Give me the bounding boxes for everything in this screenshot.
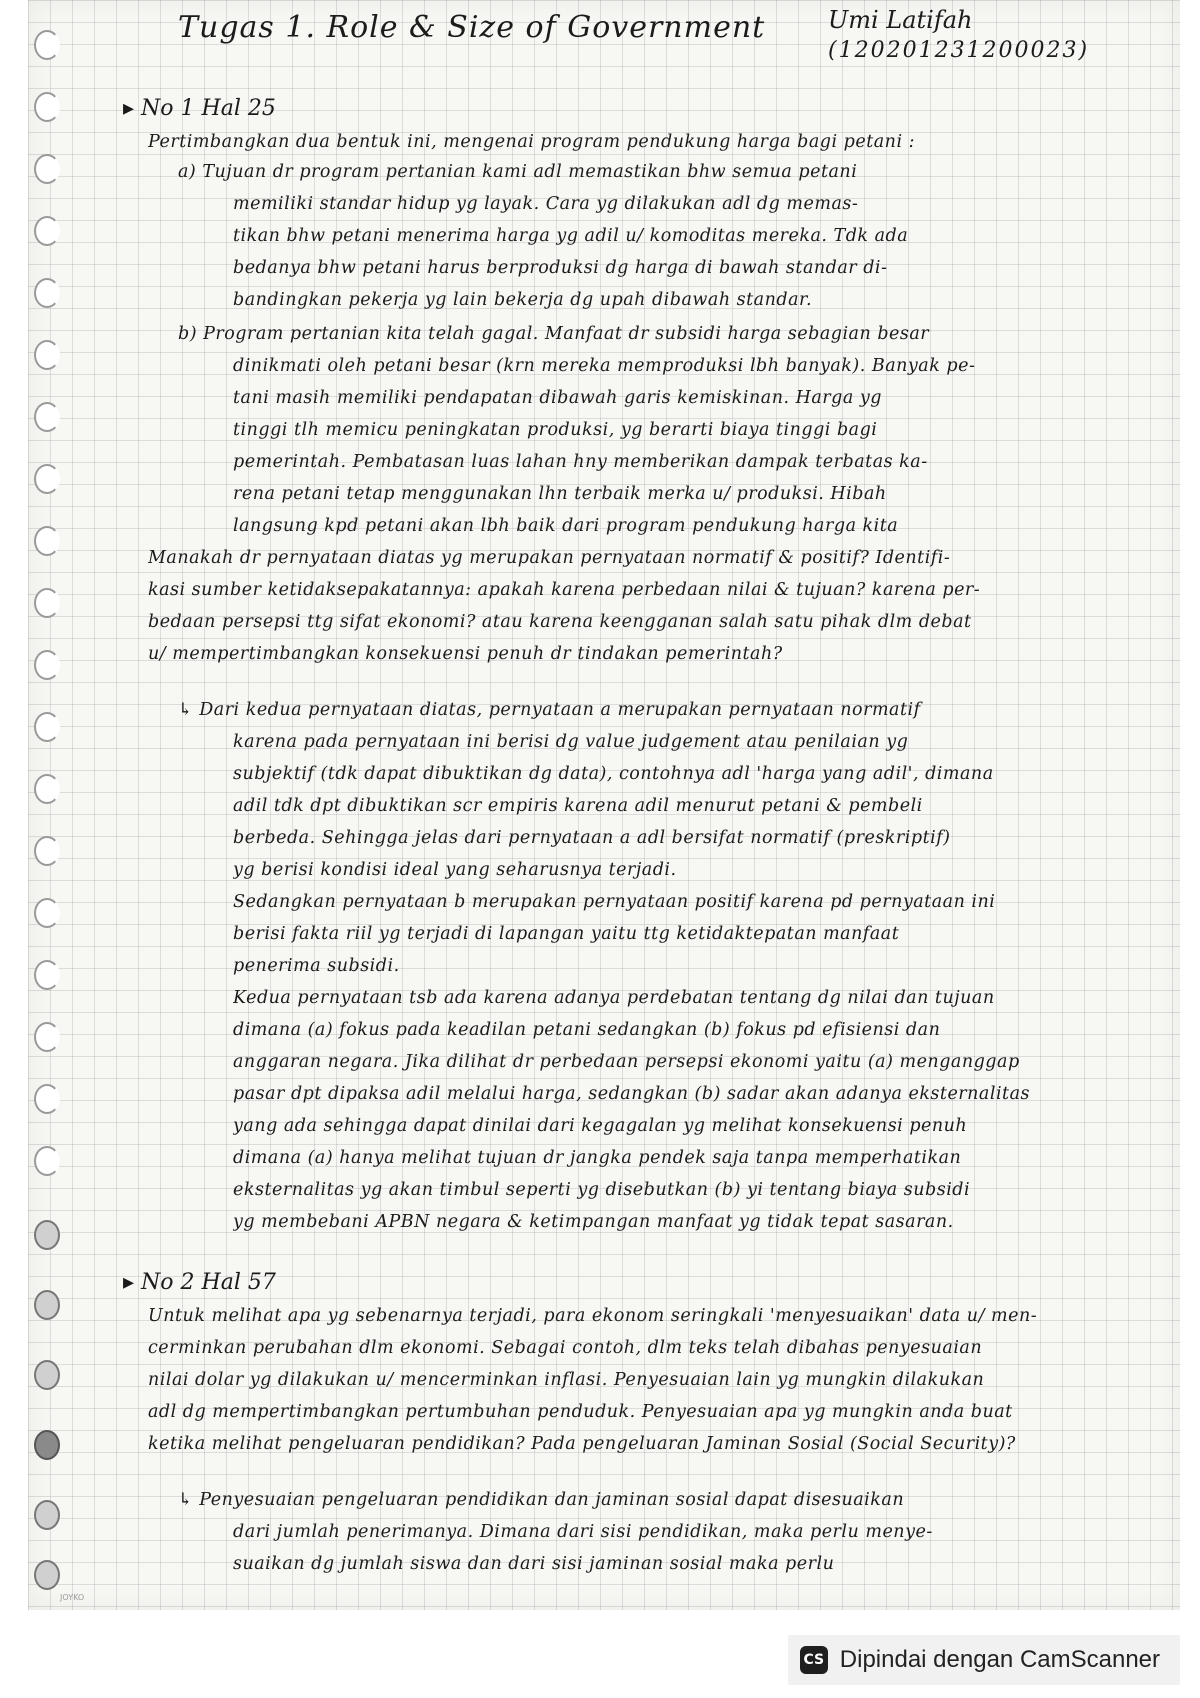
binder-hole — [34, 526, 60, 556]
answer-line: dimana (a) fokus pada keadilan petani sedangkan (b) fokus pd efisiensi dan — [233, 1020, 941, 1040]
part-b-line: tinggi tlh memicu peningkatan produksi, yg berarti biaya tinggi bagi — [233, 420, 878, 440]
binder-hole — [34, 1220, 60, 1250]
section-2-heading: ▸ No 2 Hal 57 — [123, 1270, 276, 1295]
answer-line: ↳ Dari kedua pernyataan diatas, pernyataan a merupakan pernyataan normatif — [178, 700, 921, 720]
question-line: u/ mempertimbangkan konsekuensi penuh dr tindakan pemerintah? — [148, 644, 783, 664]
question-line: kasi sumber ketidaksepakatannya: apakah karena perbedaan nilai & tujuan? karena per- — [148, 580, 981, 600]
part-a-line: bedanya bhw petani harus berproduksi dg harga di bawah standar di- — [233, 258, 888, 278]
binder-hole — [34, 588, 60, 618]
part-b-line: pemerintah. Pembatasan luas lahan hny memberikan dampak terbatas ka- — [233, 452, 928, 472]
part-b-line: tani masih memiliki pendapatan dibawah garis kemiskinan. Harga yg — [233, 388, 882, 408]
part-b-line: langsung kpd petani akan lbh baik dari program pendukung harga kita — [233, 516, 899, 536]
question-line: ketika melihat pengeluaran pendidikan? Pada pengeluaran Jaminan Sosial (Social Security)? — [148, 1434, 1016, 1454]
part-a-line: memiliki standar hidup yg layak. Cara yg dilakukan adl dg memas- — [233, 194, 859, 214]
answer-line: yg berisi kondisi ideal yang seharusnya terjadi. — [233, 860, 677, 880]
question-line: Manakah dr pernyataan diatas yg merupakan pernyataan normatif & positif? Identifi- — [148, 548, 951, 568]
binder-hole — [34, 216, 60, 246]
answer-line: berisi fakta riil yg terjadi di lapangan yaitu ttg ketidaktepatan manfaat — [233, 924, 900, 944]
answer-line: ↳ Penyesuaian pengeluaran pendidikan dan jaminan sosial dapat disesuaikan — [178, 1490, 905, 1510]
question-line: cerminkan perubahan dlm ekonomi. Sebagai contoh, dlm teks telah dibahas penyesuaian — [148, 1338, 983, 1358]
section-1-heading: ▸ No 1 Hal 25 — [123, 96, 276, 121]
binder-hole — [34, 340, 60, 370]
answer-line: berbeda. Sehingga jelas dari pernyataan a adl bersifat normatif (preskriptif) — [233, 828, 951, 848]
binder-hole — [34, 1146, 60, 1176]
scanner-watermark — [788, 1635, 1180, 1685]
binder-hole — [34, 774, 60, 804]
answer-line: Kedua pernyataan tsb ada karena adanya perdebatan tentang dg nilai dan tujuan — [233, 988, 995, 1008]
binder-hole — [34, 464, 60, 494]
answer-line: yg membebani APBN negara & ketimpangan manfaat yg tidak tepat sasaran. — [233, 1212, 954, 1232]
page-title: Tugas 1. Role & Size of Government — [178, 10, 766, 45]
answer-line: anggaran negara. Jika dilihat dr perbedaan persepsi ekonomi yaitu (a) menganggap — [233, 1052, 1020, 1072]
question-line: adl dg mempertimbangkan pertumbuhan penduduk. Penyesuaian apa yg mungkin anda buat — [148, 1402, 1013, 1422]
binder-hole — [34, 1084, 60, 1114]
part-b-line: dinikmati oleh petani besar (krn mereka memproduksi lbh banyak). Banyak pe- — [233, 356, 976, 376]
question-line: bedaan persepsi ttg sifat ekonomi? atau karena keengganan salah satu pihak dlm debat — [148, 612, 972, 632]
binder-hole — [34, 154, 60, 184]
binder-hole — [34, 1022, 60, 1052]
part-a-line: bandingkan pekerja yg lain bekerja dg upah dibawah standar. — [233, 290, 813, 310]
answer-line: dimana (a) hanya melihat tujuan dr jangka pendek saja tanpa memperhatikan — [233, 1148, 962, 1168]
binder-hole — [34, 836, 60, 866]
binder-hole — [34, 1430, 60, 1460]
answer-line: yang ada sehingga dapat dinilai dari kegagalan yg melihat konsekuensi penuh — [233, 1116, 968, 1136]
binder-hole — [34, 1560, 60, 1590]
binder-hole — [34, 402, 60, 432]
answer-line: eksternalitas yg akan timbul seperti yg disebutkan (b) yi tentang biaya subsidi — [233, 1180, 971, 1200]
binder-hole — [34, 650, 60, 680]
binder-hole — [34, 1500, 60, 1530]
answer-line: suaikan dg jumlah siswa dan dari sisi jaminan sosial maka perlu — [233, 1554, 835, 1574]
question-line: nilai dolar yg dilakukan u/ mencerminkan inflasi. Penyesuaian lain yg mungkin dilakukan — [148, 1370, 985, 1390]
scanner-label: Dipindai dengan CamScanner — [839, 1646, 1160, 1673]
binder-hole — [34, 898, 60, 928]
binder-hole — [34, 712, 60, 742]
question-intro: Pertimbangkan dua bentuk ini, mengenai program pendukung harga bagi petani : — [148, 132, 916, 152]
question-line: Untuk melihat apa yg sebenarnya terjadi, para ekonom seringkali 'menyesuaikan' data u/ men- — [148, 1306, 1038, 1326]
answer-line: pasar dpt dipaksa adil melalui harga, sedangkan (b) sadar akan adanya eksternalitas — [233, 1084, 1031, 1104]
part-a-line: a) Tujuan dr program pertanian kami adl memastikan bhw semua petani — [178, 162, 858, 182]
binder-hole — [34, 1290, 60, 1320]
part-b-line: rena petani tetap menggunakan lhn terbaik merka u/ produksi. Hibah — [233, 484, 887, 504]
binder-hole — [34, 1360, 60, 1390]
answer-line: subjektif (tdk dapat dibuktikan dg data), contohnya adl 'harga yang adil', dimana — [233, 764, 994, 784]
binder-hole — [34, 960, 60, 990]
answer-line: penerima subsidi. — [233, 956, 400, 976]
part-a-line: tikan bhw petani menerima harga yg adil u/ komoditas mereka. Tdk ada — [233, 226, 909, 246]
binder-hole — [34, 278, 60, 308]
answer-line: Sedangkan pernyataan b merupakan pernyataan positif karena pd pernyataan ini — [233, 892, 996, 912]
notebook-page — [28, 0, 1180, 1610]
part-b-line: b) Program pertanian kita telah gagal. Manfaat dr subsidi harga sebagian besar — [178, 324, 930, 344]
answer-line: dari jumlah penerimanya. Dimana dari sisi pendidikan, maka perlu menye- — [233, 1522, 933, 1542]
author-name: Umi Latifah — [828, 6, 973, 34]
camscanner-icon: CS — [800, 1646, 828, 1674]
author-id: (120201231200023) — [828, 38, 1090, 63]
binder-hole — [34, 30, 60, 60]
answer-line: adil tdk dpt dibuktikan scr empiris karena adil menurut petani & pembeli — [233, 796, 923, 816]
answer-line: karena pada pernyataan ini berisi dg value judgement atau penilaian yg — [233, 732, 909, 752]
paper-brand-stamp: JOYKO — [60, 1593, 85, 1602]
binder-hole — [34, 92, 60, 122]
